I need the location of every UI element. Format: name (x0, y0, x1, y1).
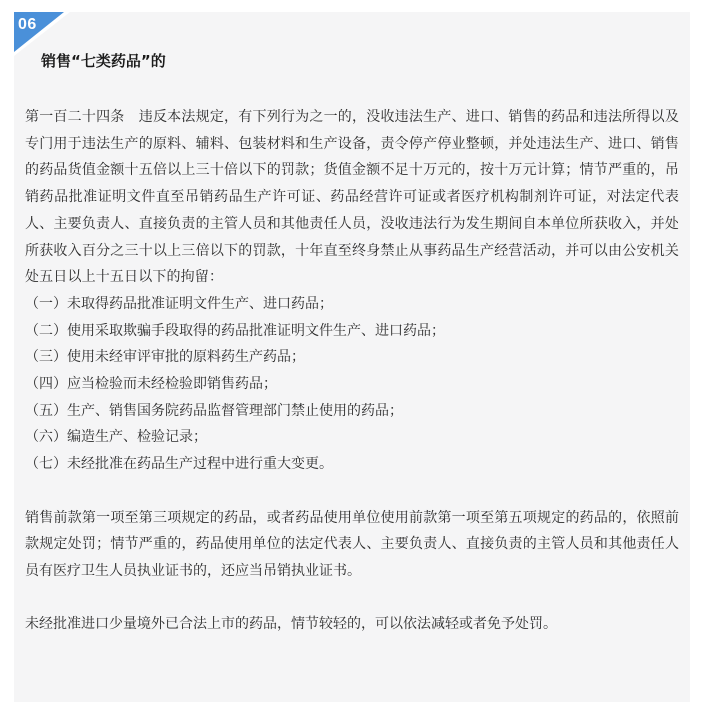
article-body (25, 104, 679, 638)
list-item: （四）应当检验而未经检验即销售药品； (25, 376, 277, 393)
list-item: （二）使用采取欺骗手段取得的药品批准证明文件生产、进口药品； (25, 322, 445, 339)
paragraph-spacer (25, 478, 679, 505)
list-item: （六）编造生产、检验记录； (25, 429, 207, 446)
list-item: （五）生产、销售国务院药品监督管理部门禁止使用的药品； (25, 402, 403, 419)
clause-item-list (25, 291, 679, 478)
third-paragraph: 未经批准进口少量境外已合法上市的药品，情节较轻的，可以依法减轻或者免予处罚。 (25, 616, 557, 633)
badge-number: 06 (18, 16, 37, 33)
list-item: （一）未取得药品批准证明文件生产、进口药品； (25, 295, 333, 312)
section-title: 销售“七类药品”的 (41, 52, 166, 70)
list-item: （三）使用未经审评审批的原料药生产药品； (25, 349, 305, 366)
second-paragraph: 销售前款第一项至第三项规定的药品，或者药品使用单位使用前款第一项至第五项规定的药品的，依照前款规定处罚；情节严重的，药品使用单位的法定代表人、主要负责人、直接负责的主管人员和其他责任人员有医疗卫生人员执业证书的，还应当吊销执业证书。 (25, 509, 679, 579)
paragraph-spacer (25, 585, 679, 612)
clause-paragraph: 第一百二十四条 违反本法规定，有下列行为之一的，没收违法生产、进口、销售的药品和违法所得以及专门用于违法生产的原料、辅料、包装材料和生产设备，责令停产停业整顿，并处违法生产、进口、销售的药品货值金额十五倍以上三十倍以下的罚款；货值金额不足十万元的，按十万元计算；情节严重的，吊销药品批准证明文件直至吊销药品生产许可证、药品经营许可证或者医疗机构制剂许可证，对法定代表人、主要负责人、直接负责的主管人员和其他责任人员，没收违法行为发生期间自本单位所获收入，并处所获收入百分之三十以上三倍以下的罚款，十年直至终身禁止从事药品生产经营活动，并可以由公安机关处五日以上十五日以下的拘留： (25, 109, 679, 286)
list-item: （七）未经批准在药品生产过程中进行重大变更。 (25, 456, 333, 473)
article-card (14, 12, 690, 702)
